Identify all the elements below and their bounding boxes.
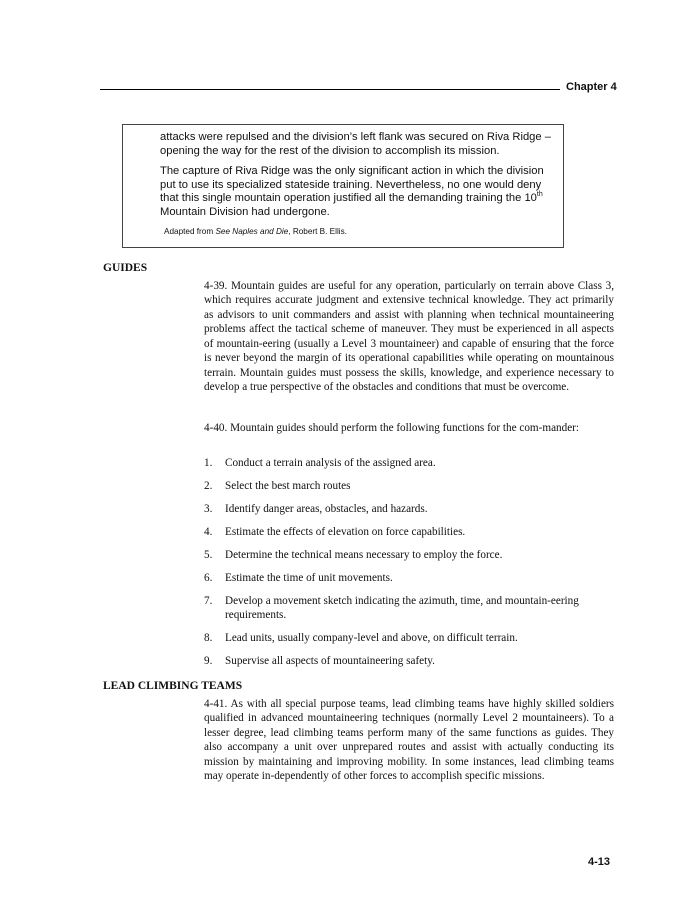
paragraph-4-39 — [204, 279, 614, 395]
list-item — [204, 525, 614, 539]
list-item — [204, 456, 614, 470]
list-text: Develop a movement sketch indicating the azimuth, time, and mountain-eering requirements. — [225, 594, 579, 622]
list-item — [204, 479, 614, 493]
ordinal-superscript: th — [536, 191, 543, 198]
section-heading-lead-climbing-teams: LEAD CLIMBING TEAMS — [103, 680, 243, 692]
chapter-label: Chapter 4 — [566, 81, 617, 93]
list-number: 9. — [204, 655, 213, 668]
paragraph-4-40 — [204, 421, 614, 435]
list-text: Conduct a terrain analysis of the assigned area. — [225, 457, 436, 469]
paragraph-4-39-text: 4-39. Mountain guides are useful for any operation, particularly on terrain above Class 3, which requires accurate judgment and extensive technical knowledge. They act primarily as advisors to unit commanders and assist with planning when technical mountaineering problems affect the tactical scheme of maneuver. They must be experienced in all aspects of mountain-eering (usually a Level 3 mountaineer) and capable of ensuring that the force is never beyond the margin of its operational capabilities while operating on mountainous terrain. Mountain guides must possess the skills, knowledge, and experience necessary to develop a true perspective of the obstacles and conditions that must be overcome. — [204, 280, 614, 394]
list-text: Select the best march routes — [225, 479, 351, 492]
paragraph-4-41 — [204, 697, 614, 784]
list-text: Estimate the effects of elevation on force capabilities. — [225, 525, 466, 538]
source-citation — [164, 227, 555, 237]
list-text: Determine the technical means necessary to employ the force. — [225, 548, 503, 561]
list-number: 3. — [204, 502, 213, 515]
page-number: 4-13 — [588, 856, 611, 868]
list-item — [204, 502, 614, 516]
list-number: 1. — [204, 457, 213, 469]
list-item — [204, 654, 614, 668]
sidebar-paragraph-2 — [160, 165, 555, 219]
historical-sidebar-box — [122, 124, 564, 248]
list-text: Supervise all aspects of mountaineering safety. — [225, 655, 435, 668]
list-item — [204, 571, 614, 585]
paragraph-4-40-text: 4-40. Mountain guides should perform the following functions for the com-mander: — [204, 422, 580, 434]
list-number: 8. — [204, 632, 213, 645]
sidebar-paragraph-2-end: Mountain Division had undergone. — [160, 205, 330, 218]
list-text: Identify danger areas, obstacles, and hazards. — [225, 502, 428, 515]
guide-functions-list — [204, 456, 614, 677]
list-item — [204, 594, 614, 623]
sidebar-paragraph-1: attacks were repulsed and the division’s left flank was secured on Riva Ridge – opening the way for the rest of the division to accomplish its mission. — [160, 131, 551, 157]
citation-title: See Naples and Die — [215, 227, 289, 236]
header-rule — [100, 89, 560, 90]
list-item — [204, 548, 614, 562]
citation-author: , Robert B. Ellis. — [288, 227, 347, 236]
list-number: 5. — [204, 548, 213, 561]
list-text: Lead units, usually company-level and above, on difficult terrain. — [225, 632, 518, 645]
list-number: 4. — [204, 525, 213, 538]
paragraph-4-41-text: 4-41. As with all special purpose teams, lead climbing teams have highly skilled soldiers qualified in advanced mountaineering techniques (normally Level 2 mountaineers). To a lesser degree, lead climbing teams perform many of the same functions as guides. They also accompany a unit over unprepared routes and assist with actually conducting its mission by maintaining and improving mobility. In some instances, lead climbing teams may operate in-dependently of other forces to accomplish specific missions. — [204, 698, 614, 783]
list-text: Estimate the time of unit movements. — [225, 571, 393, 584]
list-number: 2. — [204, 479, 213, 492]
sidebar-paragraph-2-text: The capture of Riva Ridge was the only significant action in which the division put to use its specialized stateside training. Nevertheless, no one would deny that this single mountain operation justified all the demanding training the 10 — [160, 165, 544, 204]
citation-prefix: Adapted from — [164, 227, 216, 236]
list-item — [204, 631, 614, 645]
list-number: 7. — [204, 594, 213, 607]
list-number: 6. — [204, 571, 213, 584]
section-heading-guides: GUIDES — [103, 262, 148, 274]
